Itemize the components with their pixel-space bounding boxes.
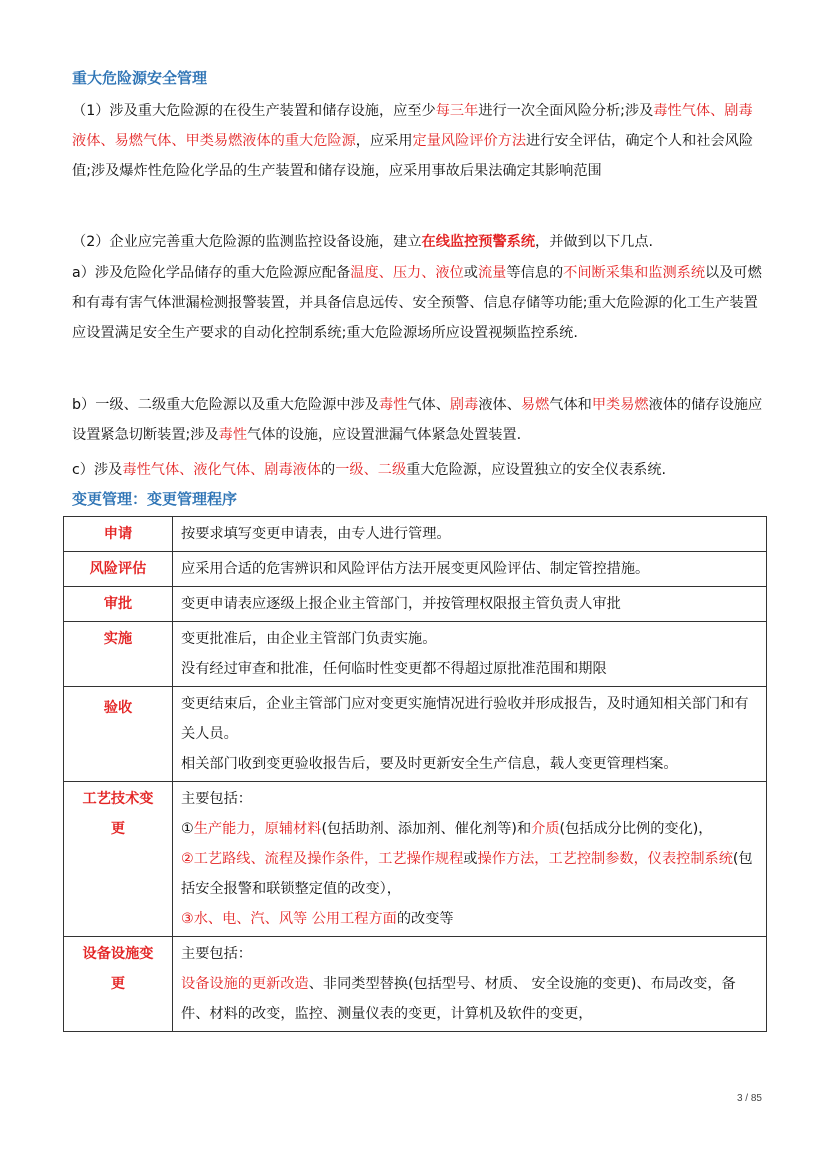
highlight-run: 毒性 xyxy=(378,397,408,413)
text-run: （2）企业应完善重大危险源的监测监控设备设施，建立 xyxy=(72,234,422,250)
highlight-run: 流量 xyxy=(477,265,507,281)
highlight-run: 易燃 xyxy=(520,397,550,413)
row-label: 风险评估 xyxy=(64,552,173,587)
table-row xyxy=(64,937,767,1032)
text-run: 气体和 xyxy=(549,397,592,413)
highlight-run: ③水、电、汽、风等 公用工程方面 xyxy=(181,911,397,927)
highlight-run: 定量风险评价方法 xyxy=(412,133,527,149)
text-run: 气体、 xyxy=(407,397,450,413)
text-run: 、非同类型替换(包括型号、材质、 安全设施的变更)、布局改变，备件、材料的改变，监控、测量仪表的变更，计算机及软件的变更， xyxy=(181,976,736,1022)
content-line xyxy=(181,814,760,844)
row-content: 变更申请表应逐级上报企业主管部门，并按管理权限报主管负责人审批 xyxy=(173,587,767,622)
section-title-hazard: 重大危险源安全管理 xyxy=(72,69,208,87)
paragraph-2 xyxy=(72,227,764,257)
paragraph-c xyxy=(72,455,764,485)
row-content: 应采用合适的危害辨识和风险评估方法开展变更风险评估、制定管控措施。 xyxy=(173,552,767,587)
content-line: 相关部门收到变更验收报告后，要及时更新安全生产信息，载人变更管理档案。 xyxy=(181,756,678,772)
section-title-change-management: 变更管理：变更管理程序 xyxy=(72,490,238,508)
text-run: (包括成分比例的变化)， xyxy=(559,821,713,837)
paragraph-b xyxy=(72,390,764,450)
table-row xyxy=(64,517,767,552)
content-line xyxy=(181,904,760,934)
row-content: 按要求填写变更申请表，由专人进行管理。 xyxy=(173,517,767,552)
highlight-run: 剧毒 xyxy=(449,397,479,413)
text-run: a）涉及危险化学品储存的重大危险源应配备 xyxy=(72,265,351,281)
row-content xyxy=(173,622,767,687)
content-line: 主要包括： xyxy=(181,791,252,807)
content-line xyxy=(181,844,760,904)
text-run: 进行安全评估，确定个人和社会风险值;涉及爆炸性危险化学品的生产装置和储存设施，应采用事故后果法确定其影响范围 xyxy=(72,133,754,179)
table-row xyxy=(64,622,767,687)
text-run: （1）涉及重大危险源的在役生产装置和储存设施，应至少 xyxy=(72,103,436,119)
text-run: 以及可燃和有毒有害气体泄漏检测报警装置，并具备信息远传、安全预警、信息存储等功能;重大危险源的化工生产装置应设置满足安全生产要求的自动化控制系统;重大危险源场所应设置视频监控系统. xyxy=(72,265,762,341)
text-run: ，应采用 xyxy=(355,133,413,149)
text-run: b）一级、二级重大危险源以及重大危险源中涉及 xyxy=(72,397,379,413)
text-run: 等信息的 xyxy=(506,265,564,281)
highlight-run: 温度、压力、液位 xyxy=(350,265,464,281)
text-run: ① xyxy=(181,821,194,837)
highlight-run: 甲类易燃 xyxy=(591,397,649,413)
text-run: 的改变等 xyxy=(396,911,454,927)
change-procedure-table xyxy=(63,516,767,1032)
text-run: c）涉及 xyxy=(72,462,123,478)
content-line: 变更结束后，企业主管部门应对变更实施情况进行验收并形成报告，及时通知相关部门和有关人员。 xyxy=(181,696,749,742)
highlight-run: 生产能力，原辅材料 xyxy=(193,821,322,837)
table-row xyxy=(64,782,767,937)
highlight-run: 不间断采集和监测系统 xyxy=(563,265,706,281)
text-run: (包括助剂、添加剂、催化剂等)和 xyxy=(321,821,532,837)
content-line: 没有经过审查和批准，任何临时性变更都不得超过原批准范围和期限 xyxy=(181,661,607,677)
text-run: 的 xyxy=(321,462,336,478)
text-run: ，并做到以下几点. xyxy=(535,234,654,250)
text-run: 气体的设施，应设置泄漏气体紧急处置装置. xyxy=(247,427,522,443)
highlight-run: 操作方法，工艺控制参数，仪表控制系统 xyxy=(477,851,733,867)
text-run: 重大危险源，应设置独立的安全仪表系统. xyxy=(406,462,667,478)
highlight-run: 介质 xyxy=(531,821,560,837)
highlight-run: 每三年 xyxy=(435,103,479,119)
text-run: (包括安全报警和联锁整定值的改变）， xyxy=(181,851,753,897)
row-label: 申请 xyxy=(64,517,173,552)
row-content xyxy=(173,782,767,937)
paragraph-1 xyxy=(72,96,764,186)
row-label: 实施 xyxy=(64,622,173,687)
row-label: 审批 xyxy=(64,587,173,622)
highlight-run: 毒性 xyxy=(218,427,248,443)
content-line: 变更批准后，由企业主管部门负责实施。 xyxy=(181,631,437,647)
table-row xyxy=(64,552,767,587)
row-content xyxy=(173,687,767,782)
highlight-run: 设备设施的更新改造 xyxy=(181,976,309,992)
content-line: 主要包括： xyxy=(181,946,252,962)
text-run: 或 xyxy=(463,851,478,867)
highlight-run: 毒性气体、液化气体、剧毒液体 xyxy=(122,462,322,478)
page-number: 3 / 85 xyxy=(736,1093,762,1104)
row-content xyxy=(173,937,767,1032)
row-label: 验收 xyxy=(64,687,173,782)
row-label: 设备设施变更 xyxy=(64,937,173,1032)
paragraph-a xyxy=(72,258,764,348)
highlight-run: ②工艺路线、流程及操作条件，工艺操作规程 xyxy=(181,851,464,867)
table-row xyxy=(64,687,767,782)
content-line xyxy=(181,969,760,1029)
highlight-run: 毒性气体、剧毒液体、易燃气体、甲类易燃液体的重大危险源 xyxy=(72,103,753,149)
highlight-run: 在线监控预警系统 xyxy=(421,234,536,250)
text-run: 进行一次全面风险分析;涉及 xyxy=(478,103,654,119)
table-row xyxy=(64,587,767,622)
text-run: 液体的储存设施应设置紧急切断装置;涉及 xyxy=(72,397,763,443)
highlight-run: 一级、二级 xyxy=(335,462,407,478)
text-run: 或 xyxy=(463,265,478,281)
text-run: 液体、 xyxy=(478,397,521,413)
row-label: 工艺技术变更 xyxy=(64,782,173,937)
